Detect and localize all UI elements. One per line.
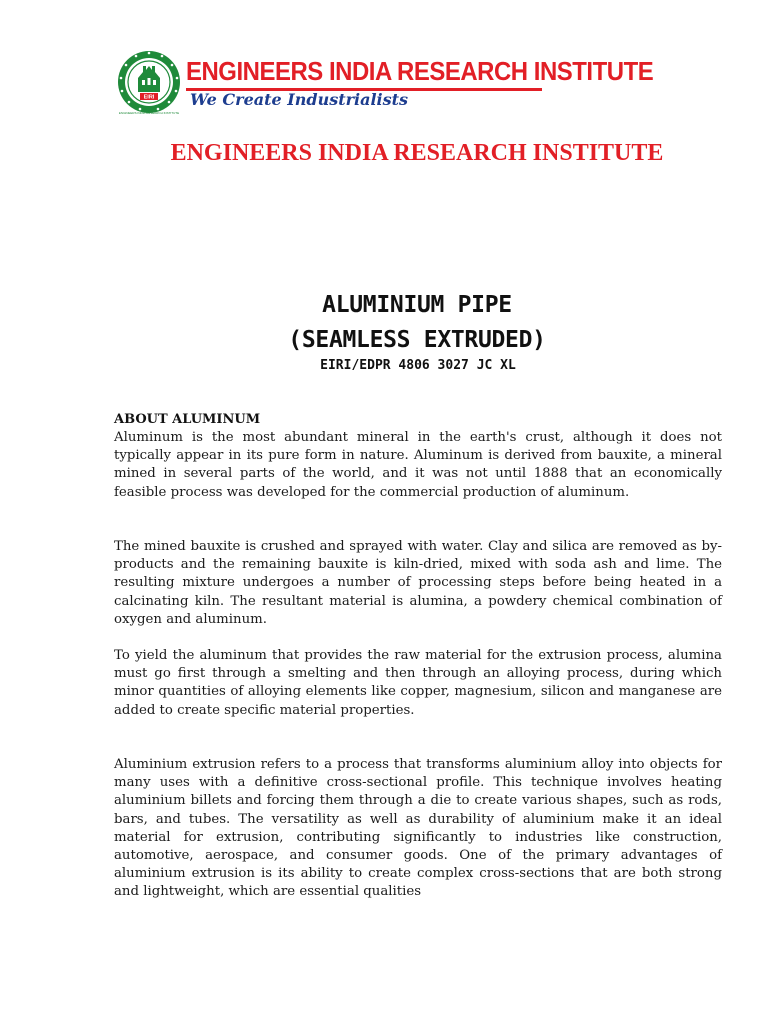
- document-code: EIRI/EDPR 4806 3027 JC XL: [320, 358, 516, 373]
- logo-tagline: We Create Industrialists: [190, 90, 409, 109]
- paragraph-4: Aluminium extrusion refers to a process that transforms aluminium alloy into objects for many uses with a definitive cross-sectional profile. This technique involves heating aluminium billets and forcing them through a die to create various shapes, such as rods, bars, and tubes. The versatility as well as durability of aluminium make it an ideal material for extrusion, contributing significantly to industries like construction, automotive, aerospace, and consumer goods. One of the primary advantages of aluminium extrusion is its ability to create complex cross-sections that are both strong and lightweight, which are essential qualities: [114, 757, 722, 900]
- institute-logo: [116, 48, 654, 120]
- seal-badge-text: EIRI: [143, 94, 155, 101]
- organization-title: ENGINEERS INDIA RESEARCH INSTITUTE: [170, 140, 664, 166]
- document-title-line1: ALUMINIUM PIPE: [322, 292, 512, 318]
- seal-ring-text: ENGINEERS INDIA RESEARCH INSTITUTE: [118, 111, 180, 115]
- paragraph-2: The mined bauxite is crushed and sprayed with water. Clay and silica are removed as by-products and the remaining bauxite is kiln-dried, mixed with soda ash and lime. The resulting mixture undergoes a number of processing steps before being heated in a calcinating kiln. The resultant material is alumina, a powdery chemical combination of oxygen and aluminum.: [114, 539, 722, 627]
- document-title-line2: (SEAMLESS EXTRUDED): [288, 327, 546, 353]
- paragraph-1: Aluminum is the most abundant mineral in the earth's crust, although it does not typically appear in its pure form in nature. Aluminum is derived from bauxite, a mineral mined in several parts of the world, and it was not until 1888 that an economically feasible process was developed for the commercial production of aluminum.: [114, 430, 722, 500]
- paragraph-3: To yield the aluminum that provides the raw material for the extrusion process, alumina must go first through a smelting and then through an alloying process, during which minor quantities of alloying elements like copper, magnesium, silicon and manganese are added to create specific material properties.: [114, 648, 722, 718]
- section-heading: ABOUT ALUMINUM: [114, 412, 261, 427]
- institute-seal-icon: [116, 48, 182, 116]
- logo-wordmark: ENGINEERS INDIA RESEARCH INSTITUTE: [186, 56, 654, 86]
